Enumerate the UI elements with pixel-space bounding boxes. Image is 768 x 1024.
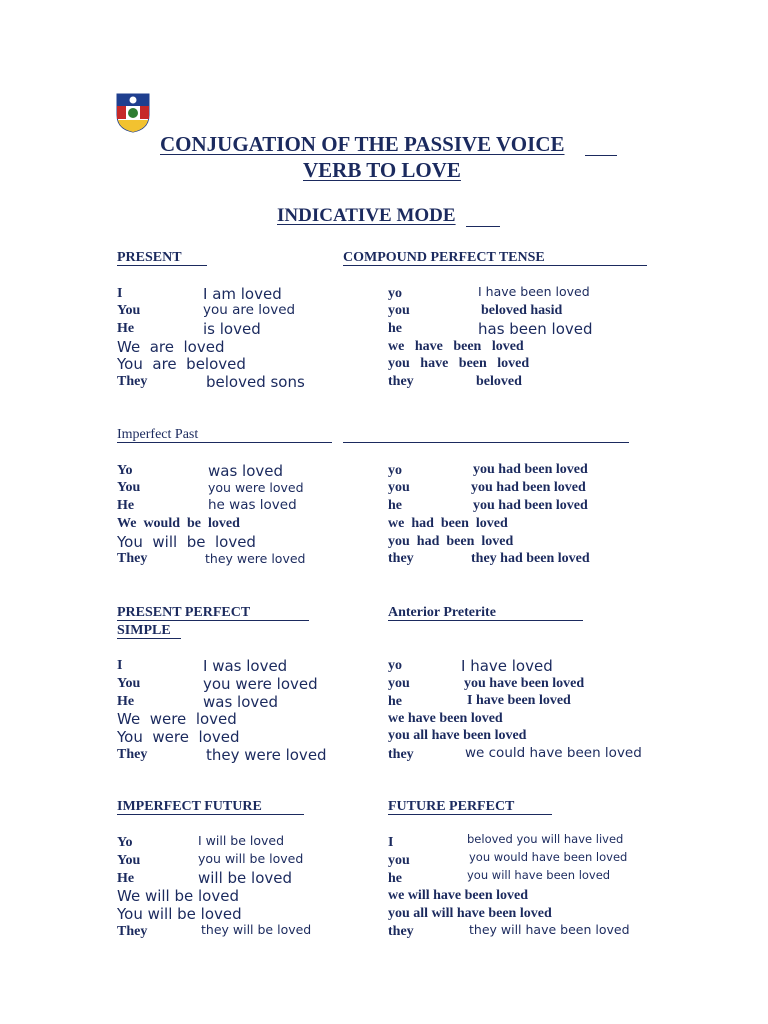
present-full-5: You are beloved (117, 355, 246, 373)
imperfect-future-form-2: you will be loved (198, 851, 304, 866)
future-perfect-heading: FUTURE PERFECT (388, 799, 515, 814)
compound-form-2: beloved hasid (481, 303, 563, 318)
anterior-pronoun-1: yo (388, 658, 402, 673)
anterior-preterite-heading: Anterior Preterite (388, 605, 496, 620)
compound-full-4: we have been loved (388, 339, 524, 354)
imperfect-future-underline (117, 814, 304, 815)
present-underline (117, 265, 207, 266)
present-perfect-pronoun-2: You (117, 676, 141, 691)
anterior-pronoun-6: they (388, 747, 414, 762)
compound-pronoun-3: he (388, 321, 402, 336)
anterior-form-6: we could have been loved (465, 745, 642, 761)
present-form-3: is loved (203, 320, 261, 338)
compound-form-1: I have been loved (478, 284, 590, 299)
pluperfect-full-5: you had been loved (388, 534, 514, 549)
pluperfect-form-1: you had been loved (473, 462, 588, 477)
future-perfect-form-6: they will have been loved (469, 922, 630, 937)
anterior-pronoun-2: you (388, 676, 410, 691)
imperfect-future-form-6: they will be loved (201, 922, 312, 937)
compound-form-3: has been loved (478, 320, 593, 338)
present-perfect-full-4: We were loved (117, 710, 237, 728)
pluperfect-form-3: you had been loved (473, 498, 588, 513)
future-perfect-form-2: you would have been loved (469, 850, 628, 864)
compound-pronoun-6: they (388, 374, 414, 389)
present-perfect-form-3: was loved (203, 693, 279, 711)
present-form-1: I am loved (203, 285, 282, 303)
anterior-full-4: we have been loved (388, 711, 503, 726)
imperfect-future-pronoun-3: He (117, 871, 135, 886)
compound-pronoun-2: you (388, 303, 410, 318)
anterior-form-1: I have loved (461, 657, 553, 675)
present-pronoun-1: I (117, 286, 123, 301)
title-line-2: VERB TO LOVE (303, 158, 461, 182)
future-perfect-pronoun-6: they (388, 924, 414, 939)
imperfect-past-pronoun-2: You (117, 480, 141, 495)
imperfect-past-form-3: he was loved (208, 497, 297, 513)
imperfect-past-form-1: was loved (208, 462, 284, 480)
anterior-full-5: you all have been loved (388, 728, 527, 743)
imperfect-past-pronoun-3: He (117, 498, 135, 513)
compound-form-6: beloved (476, 374, 522, 389)
imperfect-past-form-2: you were loved (208, 480, 304, 495)
present-heading: PRESENT (117, 250, 182, 265)
future-perfect-full-5: you all will have been loved (388, 906, 552, 921)
mode-heading: INDICATIVE MODE (277, 205, 456, 226)
imperfect-future-form-1: I will be loved (198, 833, 285, 848)
future-perfect-pronoun-2: you (388, 853, 410, 868)
imperfect-future-heading: IMPERFECT FUTURE (117, 799, 262, 814)
pluperfect-pronoun-1: yo (388, 463, 402, 478)
present-perfect-heading-2: SIMPLE (117, 623, 171, 638)
imperfect-past-right-underline (343, 442, 629, 443)
present-pronoun-2: You (117, 303, 141, 318)
anterior-preterite-underline (388, 620, 583, 621)
pluperfect-pronoun-3: he (388, 498, 402, 513)
compound-perfect-underline (343, 265, 647, 266)
mode-underline-extension (466, 226, 500, 227)
present-form-6: beloved sons (206, 373, 305, 391)
present-perfect-underline-2 (117, 638, 181, 639)
imperfect-past-full-5: You will be loved (117, 533, 256, 551)
compound-pronoun-1: yo (388, 286, 402, 301)
present-pronoun-6: They (117, 374, 148, 389)
imperfect-past-heading: Imperfect Past (117, 427, 199, 442)
imperfect-past-pronoun-1: Yo (117, 463, 133, 478)
imperfect-future-full-4: We will be loved (117, 887, 239, 905)
present-perfect-form-6: they were loved (206, 746, 327, 764)
imperfect-past-full-4: We would be loved (117, 516, 240, 531)
present-perfect-form-2: you were loved (203, 675, 318, 693)
title-line-1: CONJUGATION OF THE PASSIVE VOICE (160, 132, 565, 156)
coat-of-arms-icon (116, 93, 150, 133)
imperfect-future-pronoun-2: You (117, 853, 141, 868)
present-perfect-pronoun-1: I (117, 658, 123, 673)
present-perfect-pronoun-6: They (117, 747, 148, 762)
present-form-2: you are loved (203, 302, 296, 318)
pluperfect-form-6: they had been loved (471, 551, 590, 566)
present-perfect-pronoun-3: He (117, 694, 135, 709)
imperfect-future-form-3: will be loved (198, 869, 293, 887)
anterior-form-2: you have been loved (464, 676, 585, 691)
pluperfect-full-4: we had been loved (388, 516, 508, 531)
imperfect-future-pronoun-6: They (117, 924, 148, 939)
pluperfect-pronoun-2: you (388, 480, 410, 495)
imperfect-future-full-5: You will be loved (117, 905, 242, 923)
future-perfect-full-4: we will have been loved (388, 888, 528, 903)
compound-full-5: you have been loved (388, 356, 530, 371)
present-pronoun-3: He (117, 321, 135, 336)
present-perfect-underline-1 (117, 620, 309, 621)
pluperfect-pronoun-6: they (388, 551, 414, 566)
future-perfect-underline (388, 814, 552, 815)
imperfect-past-form-6: they were loved (205, 551, 306, 566)
present-perfect-heading-1: PRESENT PERFECT (117, 605, 251, 620)
present-full-4: We are loved (117, 338, 225, 356)
imperfect-past-pronoun-6: They (117, 551, 148, 566)
future-perfect-pronoun-3: he (388, 871, 402, 886)
anterior-pronoun-3: he (388, 694, 402, 709)
imperfect-future-pronoun-1: Yo (117, 835, 133, 850)
future-perfect-form-3: you will have been loved (467, 868, 611, 882)
present-perfect-form-1: I was loved (203, 657, 288, 675)
present-perfect-full-5: You were loved (117, 728, 240, 746)
future-perfect-pronoun-1: I (388, 835, 394, 850)
anterior-form-3: I have been loved (467, 693, 571, 708)
title-underline-extension (585, 155, 617, 156)
imperfect-past-underline (117, 442, 332, 443)
future-perfect-form-1: beloved you will have lived (467, 832, 624, 846)
pluperfect-form-2: you had been loved (471, 480, 586, 495)
compound-perfect-heading: COMPOUND PERFECT TENSE (343, 250, 545, 265)
